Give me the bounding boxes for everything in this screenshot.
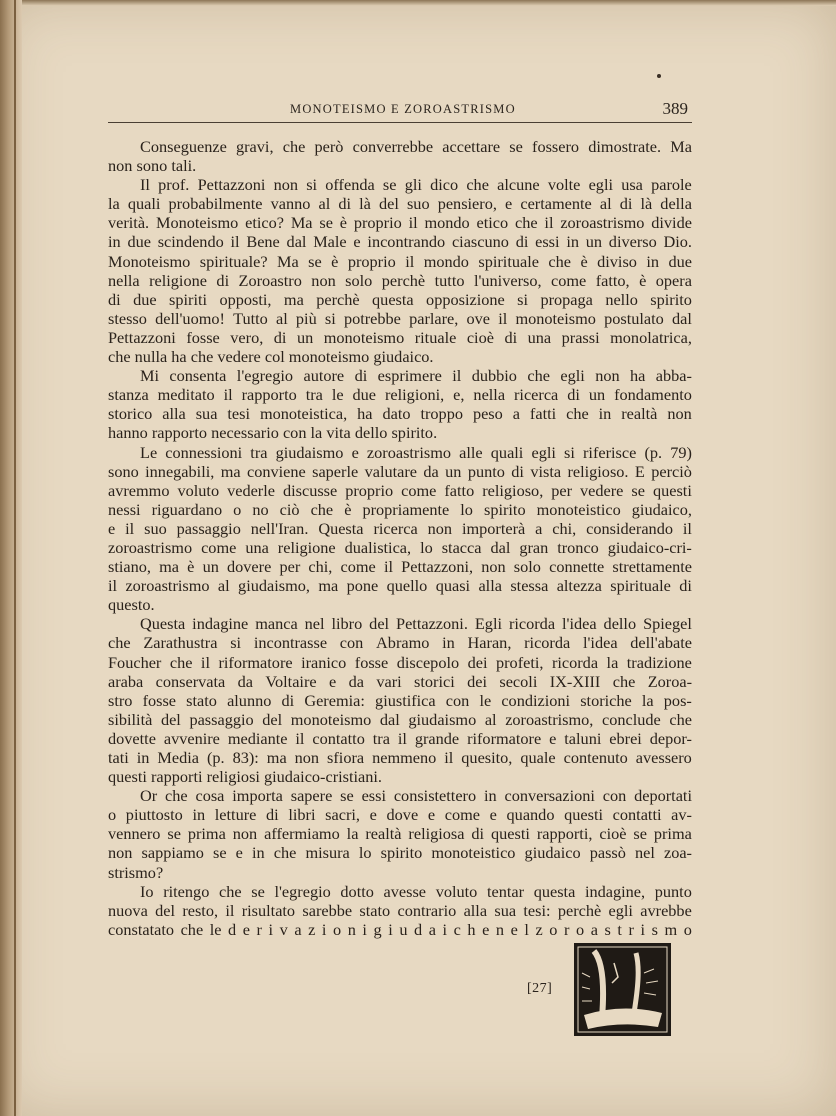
text-line: stro fosse stato alunno di Geremia: giustifica con le condizioni storiche la pos- [108, 690, 692, 710]
text-line: non sappiamo se e in che misura lo spirito monoteistico giudaico passò nel zoa- [108, 843, 692, 863]
text-line: nuova del resto, il risultato sarebbe stato contrario alla sua tesi: perchè egli avrebbe [108, 900, 692, 920]
text-line: e il suo passaggio nell'Iran. Questa ricerca non importerà a chi, considerando il [108, 518, 692, 538]
text-line: Pettazzoni fosse vero, di un monoteismo rituale cioè di una prassi monolatrica, [108, 327, 692, 347]
text-line: tati in Media (p. 83): ma non sfiora nemmeno il quesito, quale contenuto avessero [108, 748, 692, 767]
signature-mark: [27] [527, 981, 553, 996]
text-line: verità. Monoteismo etico? Ma se è proprio il mondo etico che il zoroastrismo divide [108, 213, 692, 233]
page-top-edge [0, 0, 836, 6]
text-line: non sono tali. [108, 156, 197, 176]
text-line: Mi consenta l'egregio autore di esprimere il dubbio che egli non ha abba- [140, 366, 692, 386]
book-spine [0, 0, 22, 1116]
text-line: Il prof. Pettazzoni non si offenda se gli dico che alcune volte egli usa parole [140, 175, 692, 195]
text-line: Foucher che il riformatore iranico fosse discepolo dei profeti, ricorda la tradizione [108, 652, 692, 672]
text-line: in due scindendo il Bene dal Male e incontrando ciascuno di essi in un diverso Dio. [108, 232, 692, 252]
text-line: Questa indagine manca nel libro del Pettazzoni. Egli ricorda l'idea dello Spiegel [140, 614, 692, 634]
text-line: dovette avvenire mediante il contatto tra il grande riformatore e taluni ebrei depor- [108, 728, 692, 748]
text-line: araba conservata da Voltaire e da vari storici dei secoli IX-XIII che Zoroa- [108, 671, 692, 691]
text-line: hanno rapporto necessario con la vita dello spirito. [108, 423, 438, 443]
text-line: Conseguenze gravi, che però converrebbe accettare se fossero dimostrate. Ma [140, 137, 692, 156]
text-line: Io ritengo che se l'egregio dotto avesse voluto tentar questa indagine, punto [140, 881, 692, 901]
text-line: storico alla sua tesi monoteistica, ha dato troppo peso a fatti che in realtà non [108, 404, 692, 424]
text-line: che Zarathustra si incontrasse con Abramo in Haran, ricorda l'idea dell'abate [108, 633, 692, 653]
text-line: vennero se prima non affermiamo la realtà religiosa di questi rapporti, cioè se prima [108, 824, 692, 844]
text-line: constatato che le d e r i v a z i o n i g i u d a i c h e n e l z o r o a s t r i s m o [108, 919, 692, 939]
text-line: sono innegabili, ma conviene saperle valutare da un punto di vista religioso. E perciò [108, 461, 692, 481]
woodcut-vignette [574, 943, 671, 1036]
text-line: nessi riguardano o no ciò che è propriamente lo spirito monoteistico giudaico, [108, 499, 692, 519]
text-line: stesso dell'uomo! Tutto al più si potrebbe parlare, ove il monoteismo postulato dal [108, 308, 692, 328]
text-line: sibilità del passaggio del monoteismo dal giudaismo al zoroastrismo, conclude che [108, 709, 692, 729]
text-line: nella religione di Zoroastro non solo perchè tutto l'universo, come fatto, è opera [108, 270, 692, 290]
text-line: il zoroastrismo al giudaismo, ma pone quello quasi alla stessa altezza spirituale di [108, 576, 692, 596]
text-line: Or che cosa importa sapere se essi consistettero in conversazioni con deportati [140, 786, 692, 806]
text-line: Le connessioni tra giudaismo e zoroastrismo alle quali egli si riferisce (p. 79) [140, 442, 692, 462]
body-text [108, 137, 692, 939]
text-line: la quali probabilmente vanno al di là del suo pensiero, e certamente al di là della [108, 194, 692, 214]
spine-fold [14, 0, 16, 1116]
text-line: avremmo voluto vederle discusse proprio come fatto religioso, per vedere se questi [108, 480, 692, 500]
running-header [108, 100, 692, 123]
text-line: stiano, ma è un dovere per chi, come il Pettazzoni, non solo connette strettamente [108, 557, 692, 577]
ink-speck [657, 74, 661, 78]
running-title: MONOTEISMO E ZOROASTRISMO [290, 102, 516, 116]
text-line: o piuttosto in letture di libri sacri, e dove e come e quando questi contatti av- [108, 805, 692, 825]
text-line: stanza meditato il rapporto tra le due religioni, e, nella ricerca di un fondamento [108, 385, 692, 405]
text-line: zoroastrismo come una religione dualistica, lo stacca dal gran tronco giudaico-cri- [108, 537, 692, 557]
text-line: Monoteismo spirituale? Ma se è proprio il mondo spirituale che è diviso in due [108, 251, 692, 271]
text-line: questo. [108, 595, 155, 615]
text-line: che nulla ha che vedere col monoteismo giudaico. [108, 347, 434, 367]
page-number: 389 [662, 99, 688, 118]
text-line: strismo? [108, 862, 164, 882]
text-line: di due spiriti opposti, ma perchè questa opposizione si propaga nello spirito [108, 289, 692, 309]
text-line: questi rapporti religiosi giudaico-cristiani. [108, 767, 382, 787]
